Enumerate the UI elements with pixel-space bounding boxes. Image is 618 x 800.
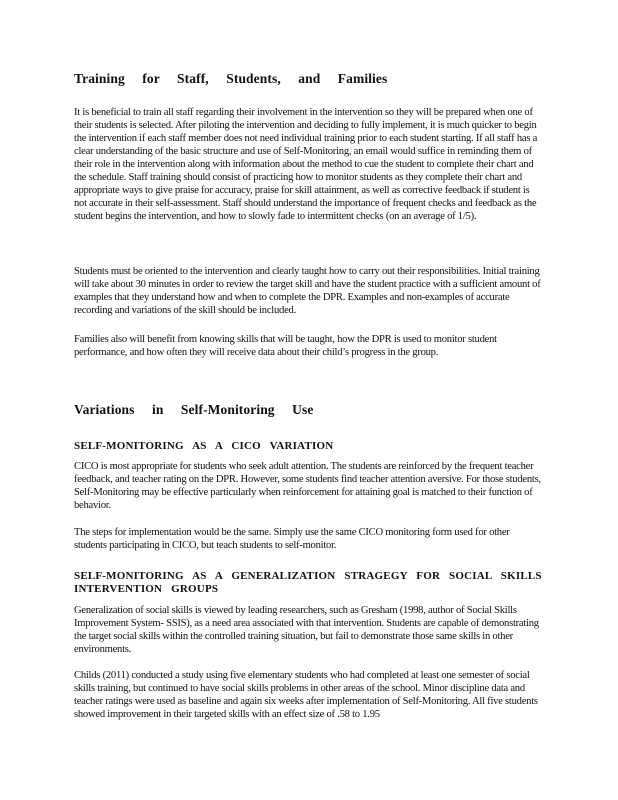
training-paragraph-staff: It is beneficial to train all staff regarding their involvement in the intervention so they will be prepared when one of their students is selected. After piloting the intervention and deciding to fully implement, it is much quicker to begin the intervention if each staff member does not need individual training prior to each student starting. If all staff has a clear understanding of the basic structure and use of Self-Monitoring, an email would suffice in reminding them of their role in the intervention along with information about the method to cue the student to complete their chart and the schedule. Staff training should consist of practicing how to monitor students as they complete their chart and appropriate ways to give praise for accuracy, praise for skill attainment, as well as corrective feedback if student is not accurate in their self-assessment. Staff should understand the importance of frequent checks and feedback as the student begins the intervention, and how to slowly fade to intermittent checks (on an average of 1/5). [74,107,538,222]
subheading-generalization-strategy: SELF-MONITORING AS A GENERALIZATION STRAGEGY FOR SOCIAL SKILLS INTERVENTION GROUPS [74,570,542,595]
subheading-cico-variation: SELF-MONITORING AS A CICO VARIATION [74,440,334,452]
cico-paragraph-appropriate: CICO is most appropriate for students who seek adult attention. The students are reinforced by the frequent teacher feedback, and teacher rating on the DPR. However, some students find teacher attention aversive. For those students, Self-Monitoring may be effective particularly when reinforcement for attaining goal is matched to their function of behavior. [74,461,541,511]
generalization-paragraph-study: Childs (2011) conducted a study using five elementary students who had completed at least one semester of social skills training, but continued to have social skills problems in other areas of the school. Minor discipline data and teacher ratings were used as baseline and again six weeks after implementation of Self-Monitoring. All five students showed improvement in their targeted skills with an effect size of .58 to 1.95 [74,670,538,720]
cico-paragraph-steps: The steps for implementation would be the same. Simply use the same CICO monitoring form used for other students participating in CICO, but teach students to self-monitor. [74,527,510,551]
training-paragraph-students: Students must be oriented to the intervention and clearly taught how to carry out their responsibilities. Initial training will take about 30 minutes in order to review the target skill and have the student practice with a sufficient amount of examples that they understand how and when to complete the DPR. Examples and non-examples of accurate recording and variations of the skill should be included. [74,266,541,316]
training-paragraph-families: Families also will benefit from knowing skills that will be taught, how the DPR is used to monitor student performance, and how often they will receive data about their child’s progress in the group. [74,334,497,358]
section-heading-training: Training for Staff, Students, and Families [74,71,388,86]
section-heading-variations: Variations in Self-Monitoring Use [74,402,314,417]
generalization-paragraph-researchers: Generalization of social skills is viewed by leading researchers, such as Gresham (1998, author of Social Skills Improvement System- SSIS), as a need area associated with that intervention. Students are capable of demonstrating the target social skills within the controlled training situation, but fail to demonstrate those same skills in other environments. [74,605,539,655]
